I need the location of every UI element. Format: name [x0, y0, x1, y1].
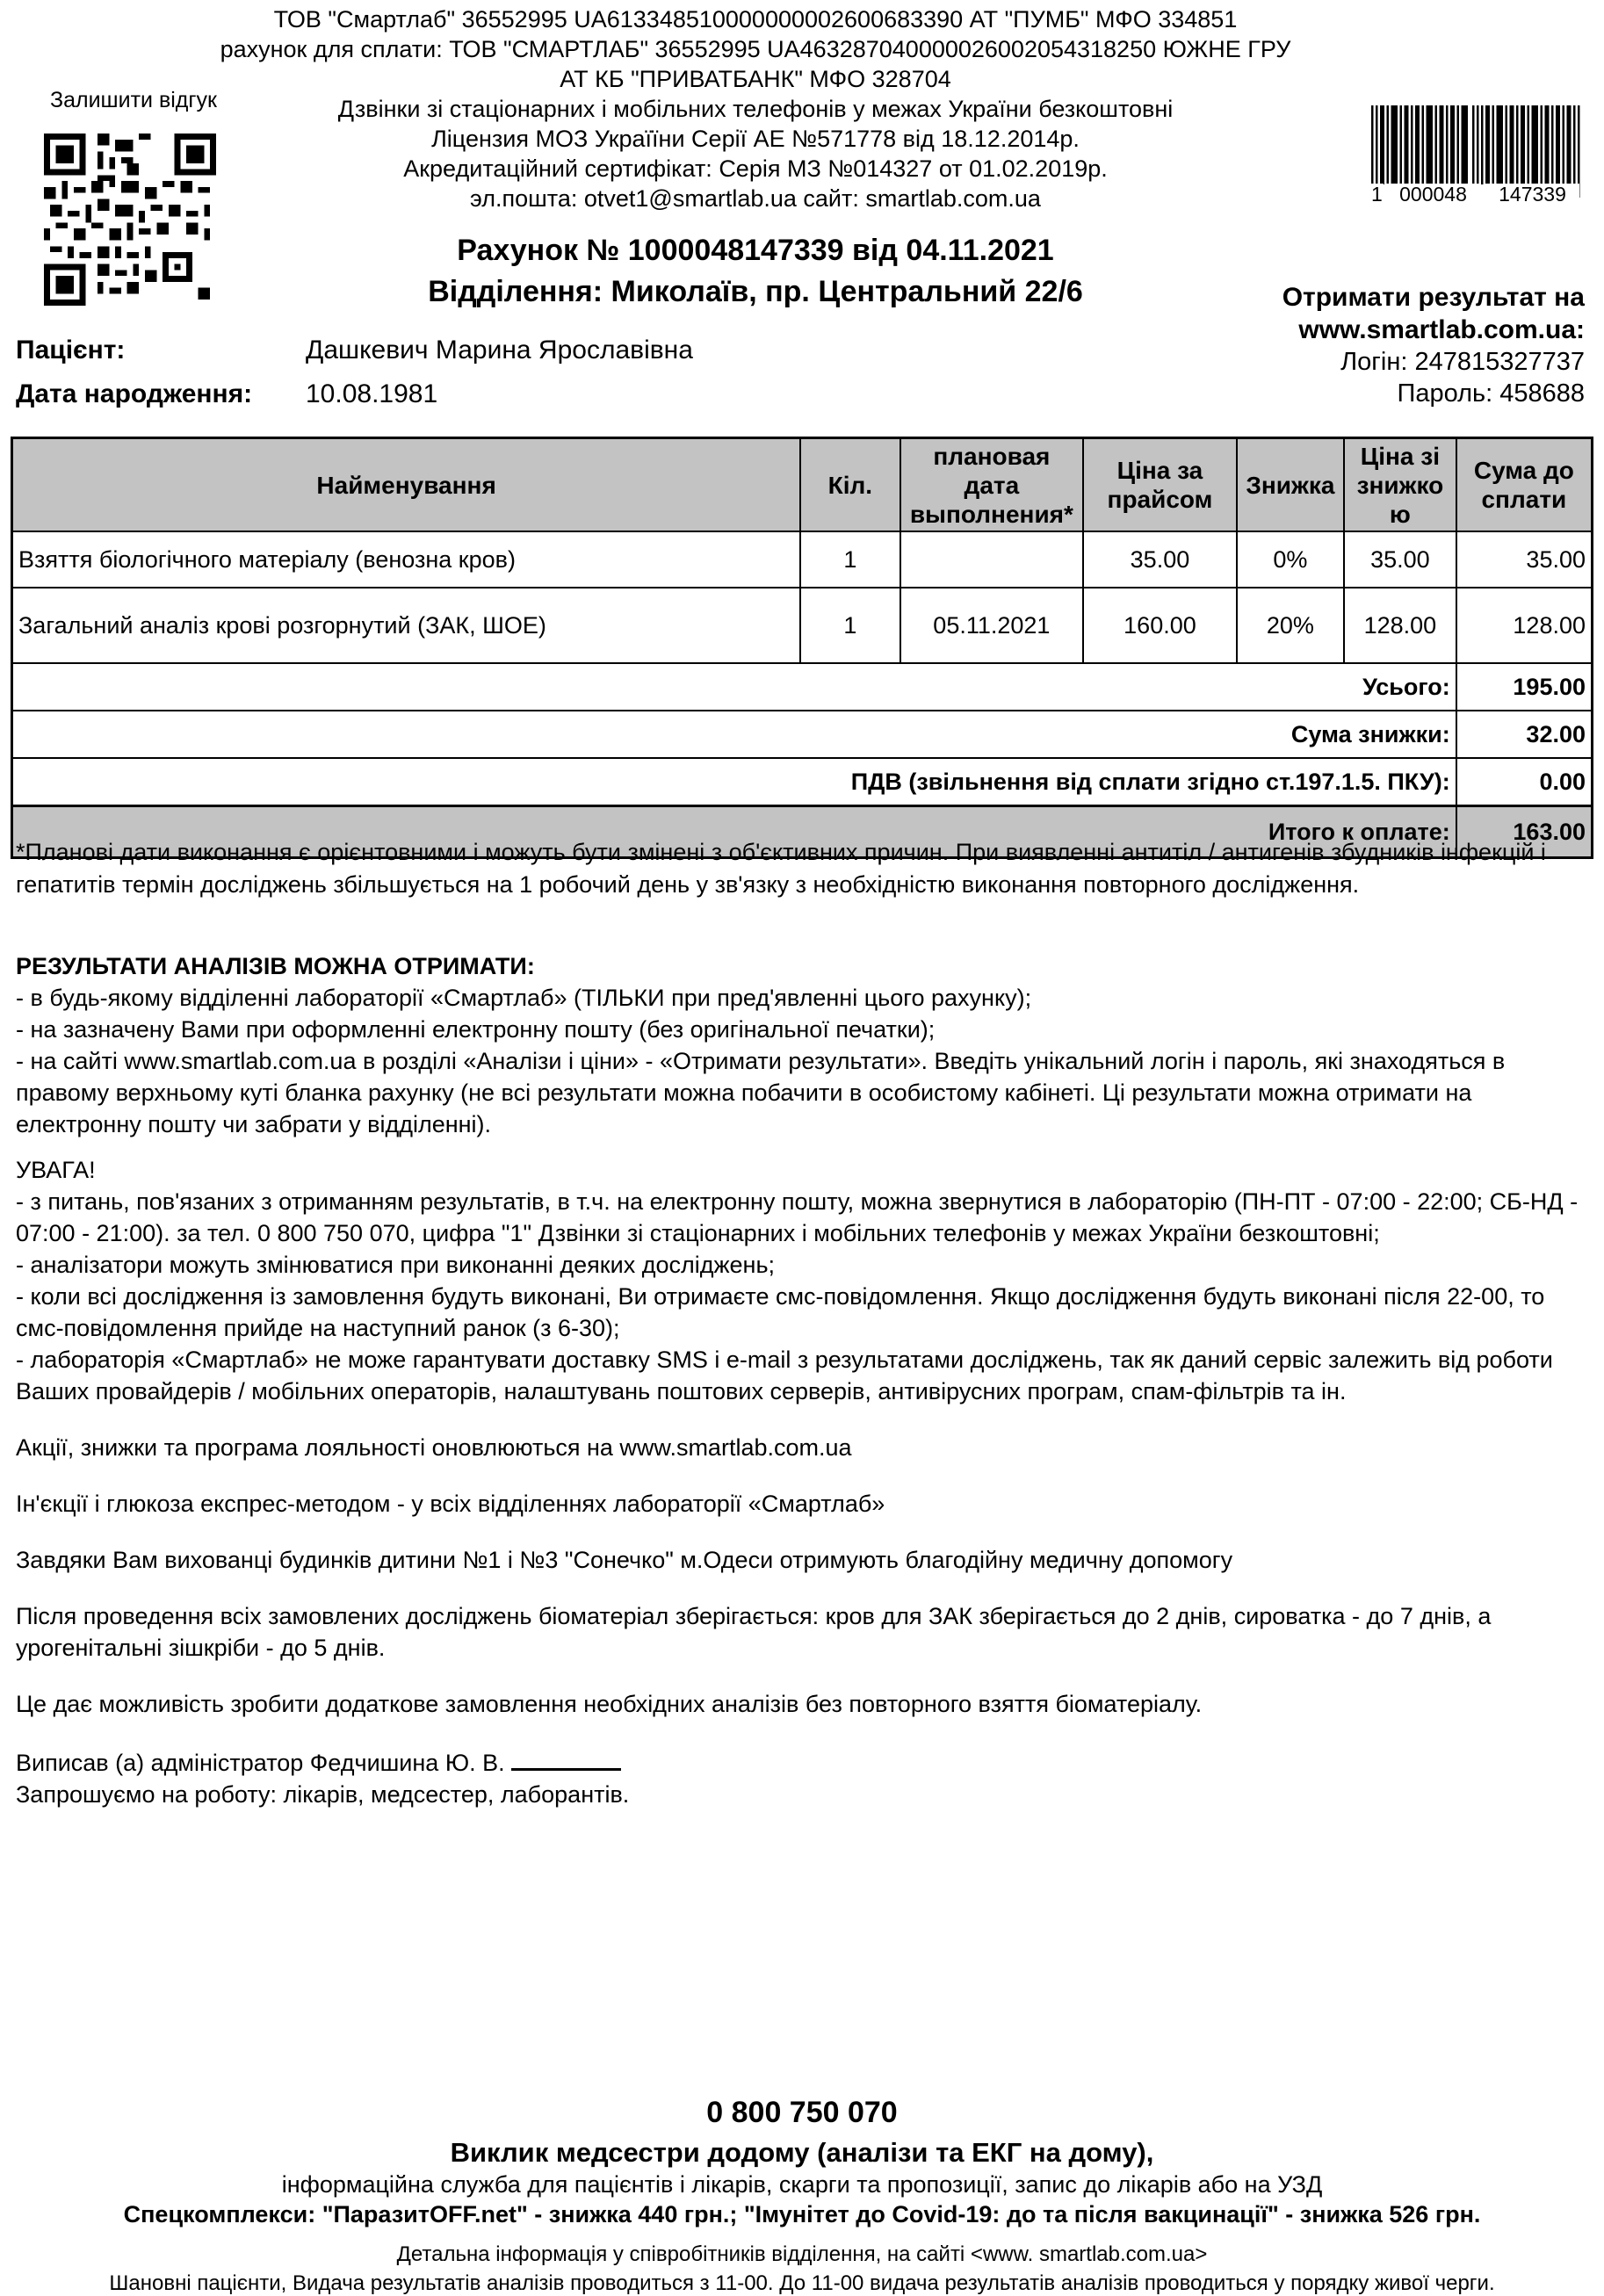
company-header-line: Ліцензия МОЗ Україїни Серії АЕ №571778 від 18.12.2014р.: [431, 126, 1080, 152]
company-header-line: АТ КБ "ПРИВАТБАНК" МФО 328704: [560, 66, 951, 92]
table-row: [12, 531, 1593, 588]
vat-label: ПДВ (звільнення від сплати згідно ст.197.1.5. ПКУ):: [12, 758, 1456, 806]
hotline-phone: 0 800 750 070: [706, 2096, 898, 2129]
patients-notice-line: Шановні пацієнти, Видача результатів аналізів проводиться з 11-00. До 11-00 видача результатів аналізів проводиться у порядку живої черги.: [109, 2271, 1495, 2295]
cell-discounted-price: 35.00: [1344, 531, 1456, 588]
cell-qty: 1: [800, 531, 900, 588]
planned-dates-footnote: *Планові дати виконання є орієнтовними і можуть бути змінені з об'єктивних причин. При виявленні антитіл / антигенів збудників інфекцій і гепатитів термін досліджень збільшується на 1 робочий день у зв'язку з необхідністю виконання повторного дослідження.: [16, 839, 1546, 898]
results-access-site: www.smartlab.com.ua:: [1298, 315, 1585, 344]
column-header-list-price: Ціна за прайсом: [1083, 438, 1237, 532]
barcode: [1367, 105, 1586, 205]
nurse-call-line: Виклик медсестри додому (аналізи та ЕКГ на дому),: [450, 2137, 1154, 2168]
discount-sum-row: [12, 711, 1593, 758]
invoice-title: Рахунок № 1000048147339 від 04.11.2021: [457, 234, 1054, 267]
details-line: Детальна інформація у співробітників відділення, на сайті <www. smartlab.com.ua>: [396, 2242, 1208, 2266]
total-value: 163.00: [1456, 806, 1593, 858]
administrator-signature: [16, 1744, 1593, 1779]
invoice-title-block: [149, 230, 1362, 313]
login-value: Логін: 247815327737: [1340, 348, 1585, 376]
patient-row: [16, 336, 693, 365]
storage-note: Після проведення всіх замовлених досліджень біоматеріал зберігається: кров для ЗАК зберігається до 2 днів, сироватка - до 7 днів, а урогенітальні зішкріби - до 5 днів.: [16, 1603, 1492, 1661]
column-header-qty: Кіл.: [800, 438, 900, 532]
cell-discount: 0%: [1237, 531, 1344, 588]
subtotal-label: Усього:: [12, 663, 1456, 711]
column-header-amount-due: Сума до сплати: [1456, 438, 1593, 532]
patient-label: Пацієнт:: [16, 336, 126, 365]
charity-note: Завдяки Вам вихованці будинків дитини №1 і №3 "Сонечко" м.Одеси отримують благодійну медичну допомогу: [16, 1547, 1233, 1573]
company-header-line: ТОВ "Смартлаб" 36552995 UA613348510000000002600683390 АТ "ПУМБ" МФО 334851: [273, 6, 1238, 32]
results-access: [1282, 281, 1585, 409]
special-packages-line: Спецкомплекси: "ПаразитOFF.net" - знижка 440 грн.; "Імунітет до Covid-19: до та після вакцинації" - знижка 526 грн.: [123, 2201, 1481, 2227]
birthdate-value: 10.08.1981: [306, 379, 438, 408]
cell-service-name: Взяття біологічного матеріалу (венозна кров): [12, 531, 801, 588]
info-service-line: інформаційна служба для пацієнтів і лікарів, скарги та пропозиції, запис до лікарів або на УЗД: [281, 2171, 1323, 2198]
feedback-label: Залишити відгук: [50, 88, 217, 112]
subtotal-value: 195.00: [1456, 663, 1593, 711]
results-section-title: РЕЗУЛЬТАТИ АНАЛІЗІВ МОЖНА ОТРИМАТИ:: [16, 953, 535, 979]
page-footer: [0, 2096, 1604, 2296]
results-access-line: Отримати результат на: [1282, 283, 1585, 312]
barcode-digit-group: 147339: [1485, 184, 1579, 205]
results-section-item: - в будь-якому відділенні лабораторії «Смартлаб» (ТІЛЬКИ при пред'явленні цього рахунку);: [16, 985, 1032, 1011]
company-header-line: Дзвінки зі стаціонарних і мобільних телефонів у межах України безкоштовні: [337, 96, 1174, 122]
attention-section-item: - аналізатори можуть змінюватися при виконанні деяких досліджень;: [16, 1252, 776, 1278]
promo-note: Акції, знижки та програма лояльності оновлюються на www.smartlab.com.ua: [16, 1434, 852, 1461]
column-header-discounted-price: Ціна зі знижкою: [1344, 438, 1456, 532]
column-header-name: Найменування: [12, 438, 801, 532]
column-header-planned-date: плановая дата выполнения*: [900, 438, 1084, 532]
attention-section-item: - лабораторія «Смартлаб» не може гарантувати доставку SMS і e-mail з результатами досліджень, так як даний сервіс залежить від роботи Ваших провайдерів / мобільних операторів, налаштувань поштових серверів, антивірусних програм, спам-фільтрів та ін.: [16, 1347, 1553, 1404]
cell-qty: 1: [800, 588, 900, 663]
injections-note: Ін'єкції і глюкоза експрес-методом - у всіх відділеннях лабораторії «Смартлаб»: [16, 1491, 885, 1517]
discount-sum-value: 32.00: [1456, 711, 1593, 758]
company-header-line: рахунок для сплати: ТОВ "СМАРТЛАБ" 36552995 UA463287040000026002054318250 ЮЖНЕ ГРУ: [220, 36, 1291, 62]
cell-service-name: Загальний аналіз крові розгорнутий (ЗАК, ШОЕ): [12, 588, 801, 663]
column-header-discount: Знижка: [1237, 438, 1344, 532]
invoice-branch: Відділення: Миколаїв, пр. Центральний 22/6: [428, 275, 1083, 308]
company-header-line: эл.пошта: otvet1@smartlab.ua сайт: smartlab.com.ua: [470, 185, 1041, 212]
results-section-item: - на сайті www.smartlab.com.ua в розділі «Аналізи і ціни» - «Отримати результати». Введіть унікальний логін і пароль, які знаходяться в правому верхньому куті бланка рахунку (не всі результати можна побачити в особистому кабінеті. Ці результати можна отримати на електронну пошту чи забрати у відділенні).: [16, 1048, 1506, 1137]
table-row: [12, 588, 1593, 663]
services-table: [11, 437, 1593, 859]
administrator-signature-text: Виписав (а) адміністратор Федчишина Ю. В.: [16, 1750, 512, 1776]
cell-list-price: 160.00: [1083, 588, 1237, 663]
patient-name: Дашкевич Марина Ярославівна: [306, 336, 693, 365]
vat-value: 0.00: [1456, 758, 1593, 806]
discount-sum-label: Сума знижки:: [12, 711, 1456, 758]
cell-planned-date: 05.11.2021: [900, 588, 1084, 663]
attention-section-item: - коли всі дослідження із замовлення будуть виконані, Ви отримаєте смс-повідомлення. Якщо дослідження будуть виконані після 22-00, то смс-повідомлення прийде на наступний ранок (з 6-30);: [16, 1283, 1545, 1341]
cell-amount-due: 128.00: [1456, 588, 1593, 663]
table-header-row: [12, 438, 1593, 532]
barcode-digit-group: 000048: [1386, 184, 1480, 205]
results-section-item: - на зазначену Вами при оформленні електронну пошту (без оригінальної печатки);: [16, 1016, 936, 1043]
signature-blank-line: [511, 1744, 621, 1771]
attention-section-title: УВАГА!: [16, 1157, 96, 1183]
cell-discounted-price: 128.00: [1344, 588, 1456, 663]
info-sections: [16, 950, 1593, 1810]
cell-discount: 20%: [1237, 588, 1344, 663]
attention-section-item: - з питань, пов'язаних з отриманням результатів, в т.ч. на електронну пошту, можна звернутися в лабораторію (ПН-ПТ - 07:00 - 22:00; СБ-НД - 07:00 - 21:00). за тел. 0 800 750 070, цифра "1" Дзвінки зі стаціонарних і мобільних телефонів у межах України безкоштовні;: [16, 1188, 1579, 1246]
password-value: Пароль: 458688: [1397, 379, 1585, 408]
barcode-digits: [1371, 184, 1582, 205]
company-header: [149, 4, 1362, 213]
vat-row: [12, 758, 1593, 806]
barcode-digit-group: 1: [1371, 183, 1383, 206]
company-header-line: Акредитаційний сертифікат: Серія МЗ №014327 от 01.02.2019р.: [403, 155, 1108, 182]
cell-amount-due: 35.00: [1456, 531, 1593, 588]
reorder-note: Це дає можливість зробити додаткове замовлення необхідних аналізів без повторного взяття біоматеріалу.: [16, 1691, 1203, 1717]
subtotal-row: [12, 663, 1593, 711]
hiring-note: Запрошуємо на роботу: лікарів, медсестер, лаборантів.: [16, 1781, 630, 1808]
total-label: Итого к оплате:: [12, 806, 1456, 858]
cell-planned-date: [900, 531, 1084, 588]
cell-list-price: 35.00: [1083, 531, 1237, 588]
birthdate-row: [16, 379, 437, 409]
birthdate-label: Дата народження:: [16, 379, 253, 408]
